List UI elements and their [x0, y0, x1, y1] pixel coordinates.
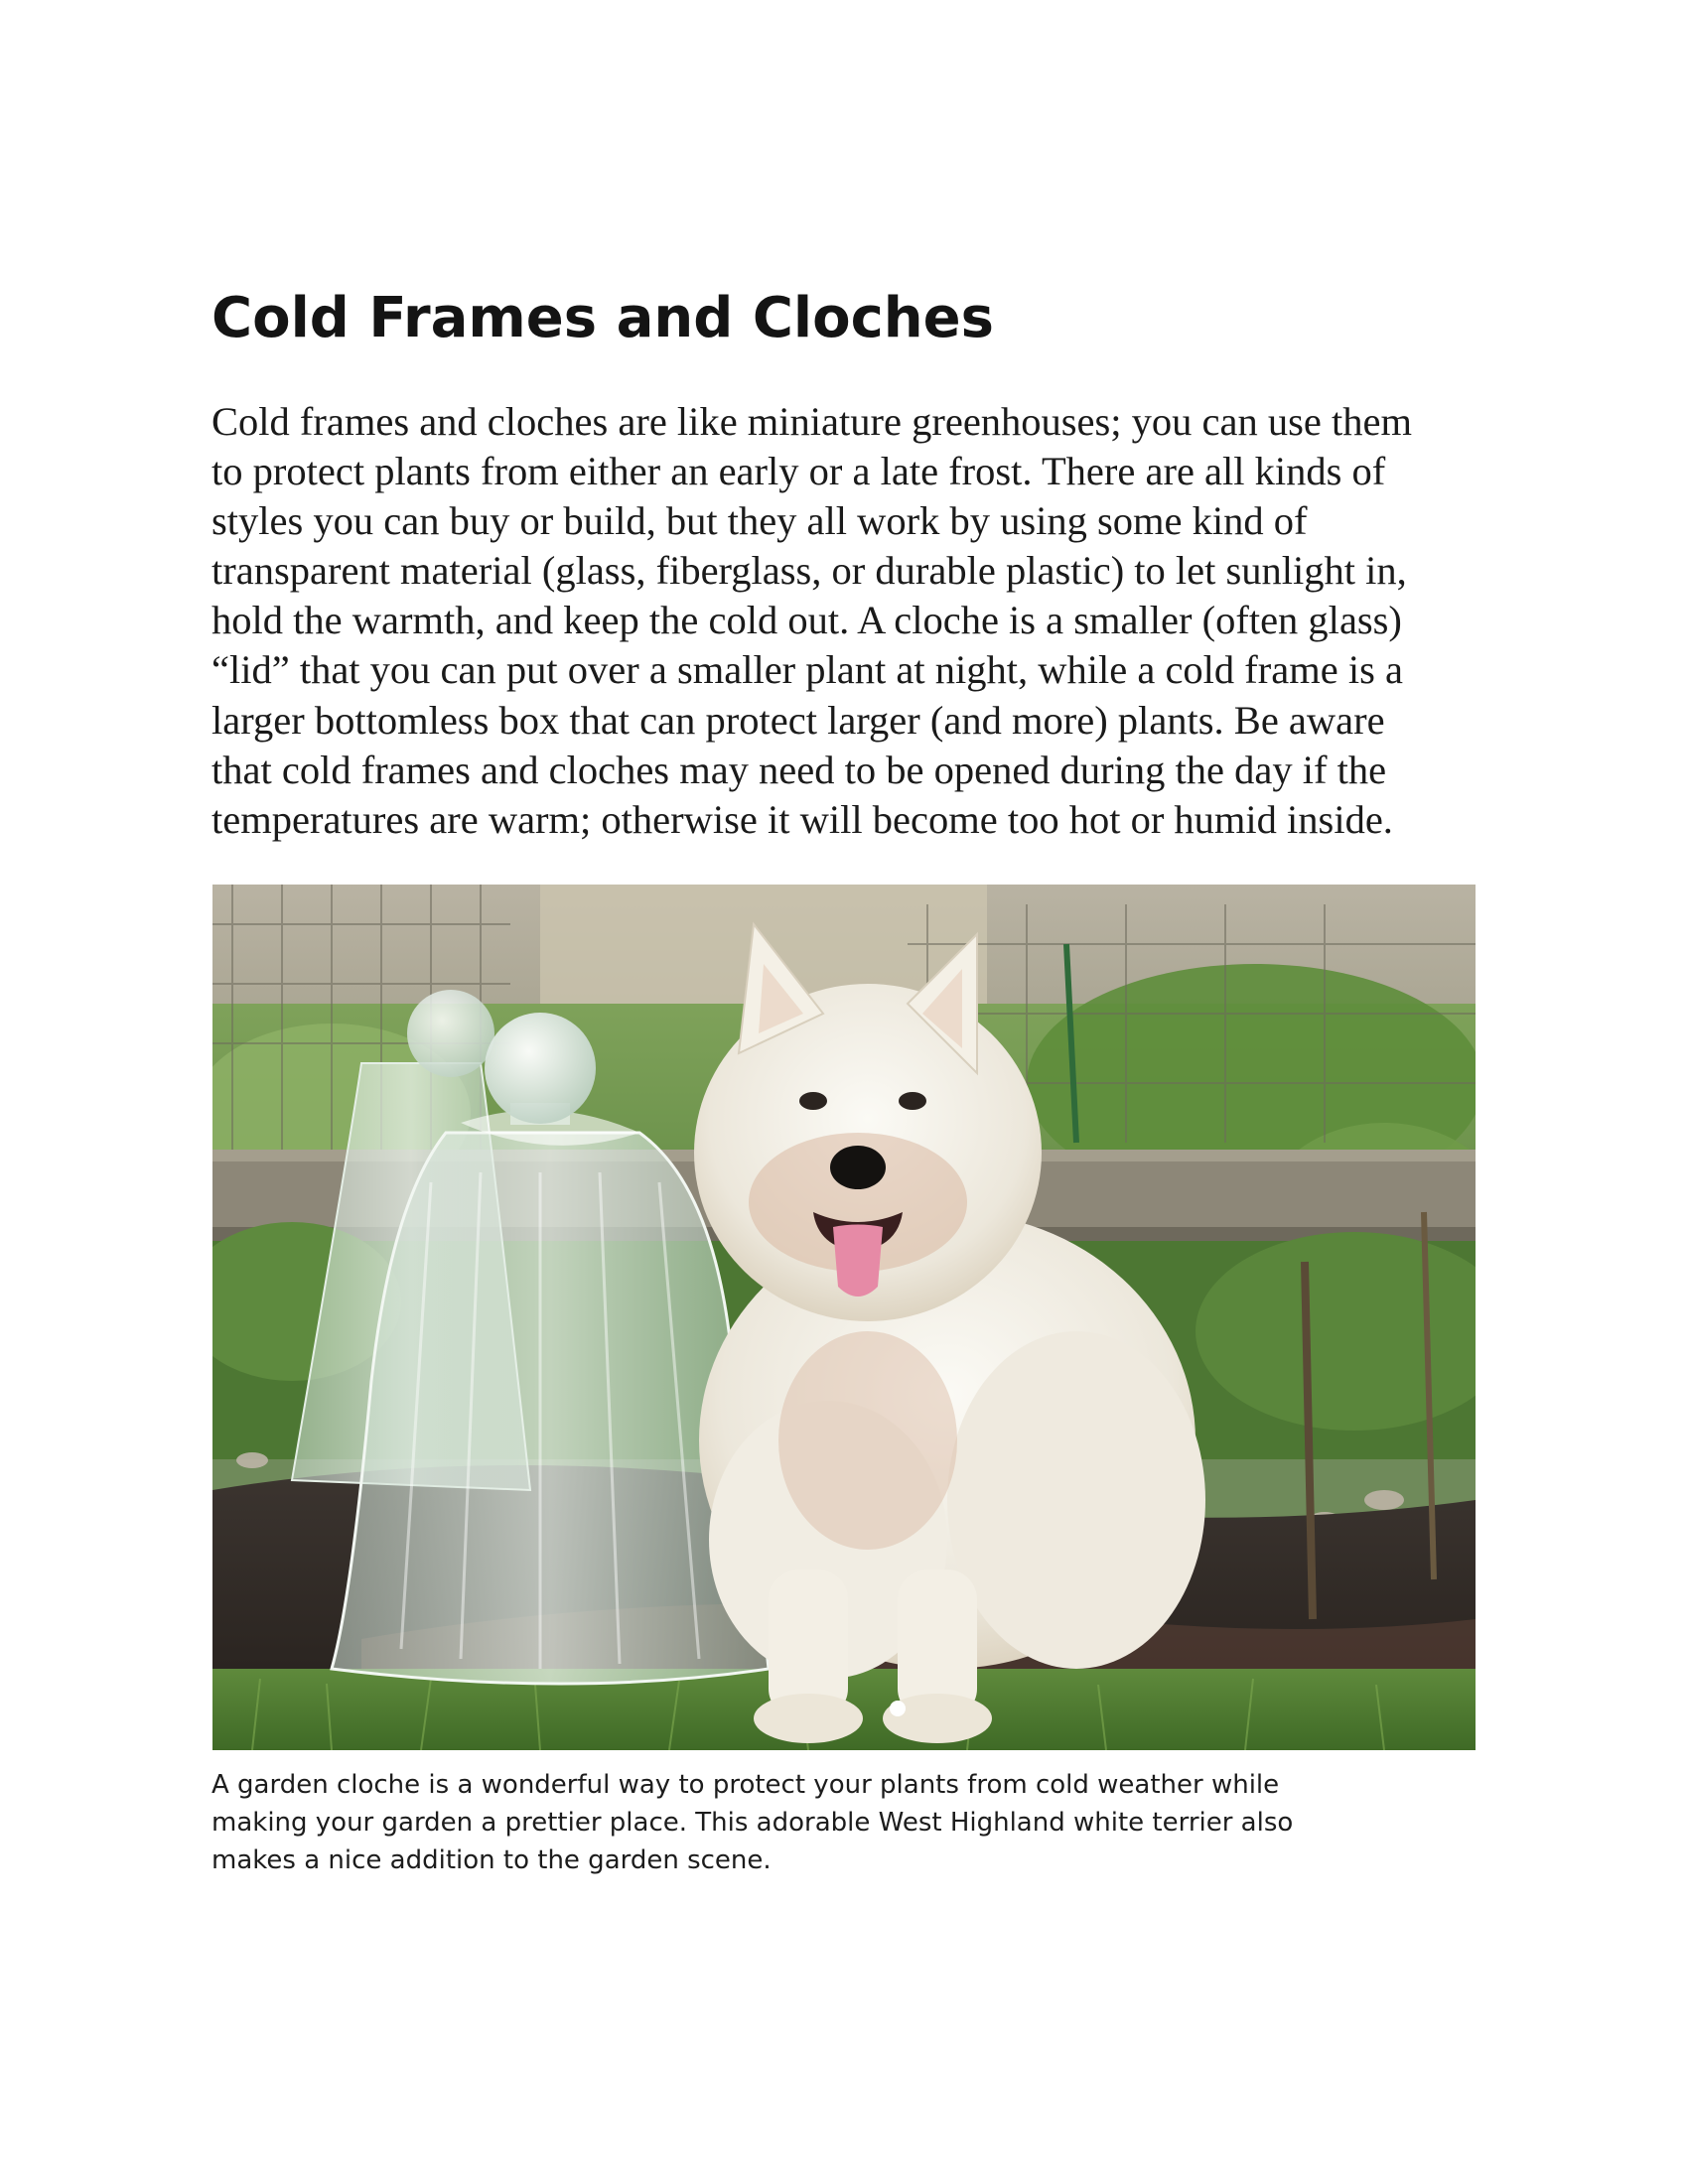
section-heading: Cold Frames and Cloches [211, 286, 994, 350]
dog-nose [830, 1146, 886, 1189]
body-line: hold the warmth, and keep the cold out. A cloche is a smaller (often glass) [211, 598, 1402, 643]
caption-line: making your garden a prettier place. This adorable West Highland white terrier also [211, 1808, 1294, 1838]
body-line: transparent material (glass, fiberglass, or durable plastic) to let sunlight in, [211, 548, 1407, 594]
photo-caption [211, 1766, 1492, 1879]
body-line: larger bottomless box that can protect larger (and more) plants. Be aware [211, 697, 1385, 743]
body-line: to protect plants from either an early or a late frost. There are all kinds of [211, 449, 1386, 494]
body-line: Cold frames and cloches are like miniature greenhouses; you can use them [211, 399, 1412, 444]
cloche-knob [485, 1013, 596, 1124]
caption-line: makes a nice addition to the garden scene. [211, 1845, 772, 1875]
body-line: temperatures are warm; otherwise it will become too hot or humid inside. [211, 796, 1393, 842]
caption-line: A garden cloche is a wonderful way to protect your plants from cold weather while [211, 1770, 1280, 1800]
body-line: styles you can buy or build, but they all work by using some kind of [211, 498, 1308, 544]
body-line: “lid” that you can put over a smaller plant at night, while a cold frame is a [211, 647, 1403, 693]
garden-photo [212, 885, 1476, 1750]
dog-eye [799, 1092, 827, 1110]
dog-eye [899, 1092, 926, 1110]
body-paragraph [211, 397, 1482, 845]
dog-tongue [833, 1225, 883, 1297]
body-line: that cold frames and cloches may need to be opened during the day if the [211, 747, 1387, 792]
